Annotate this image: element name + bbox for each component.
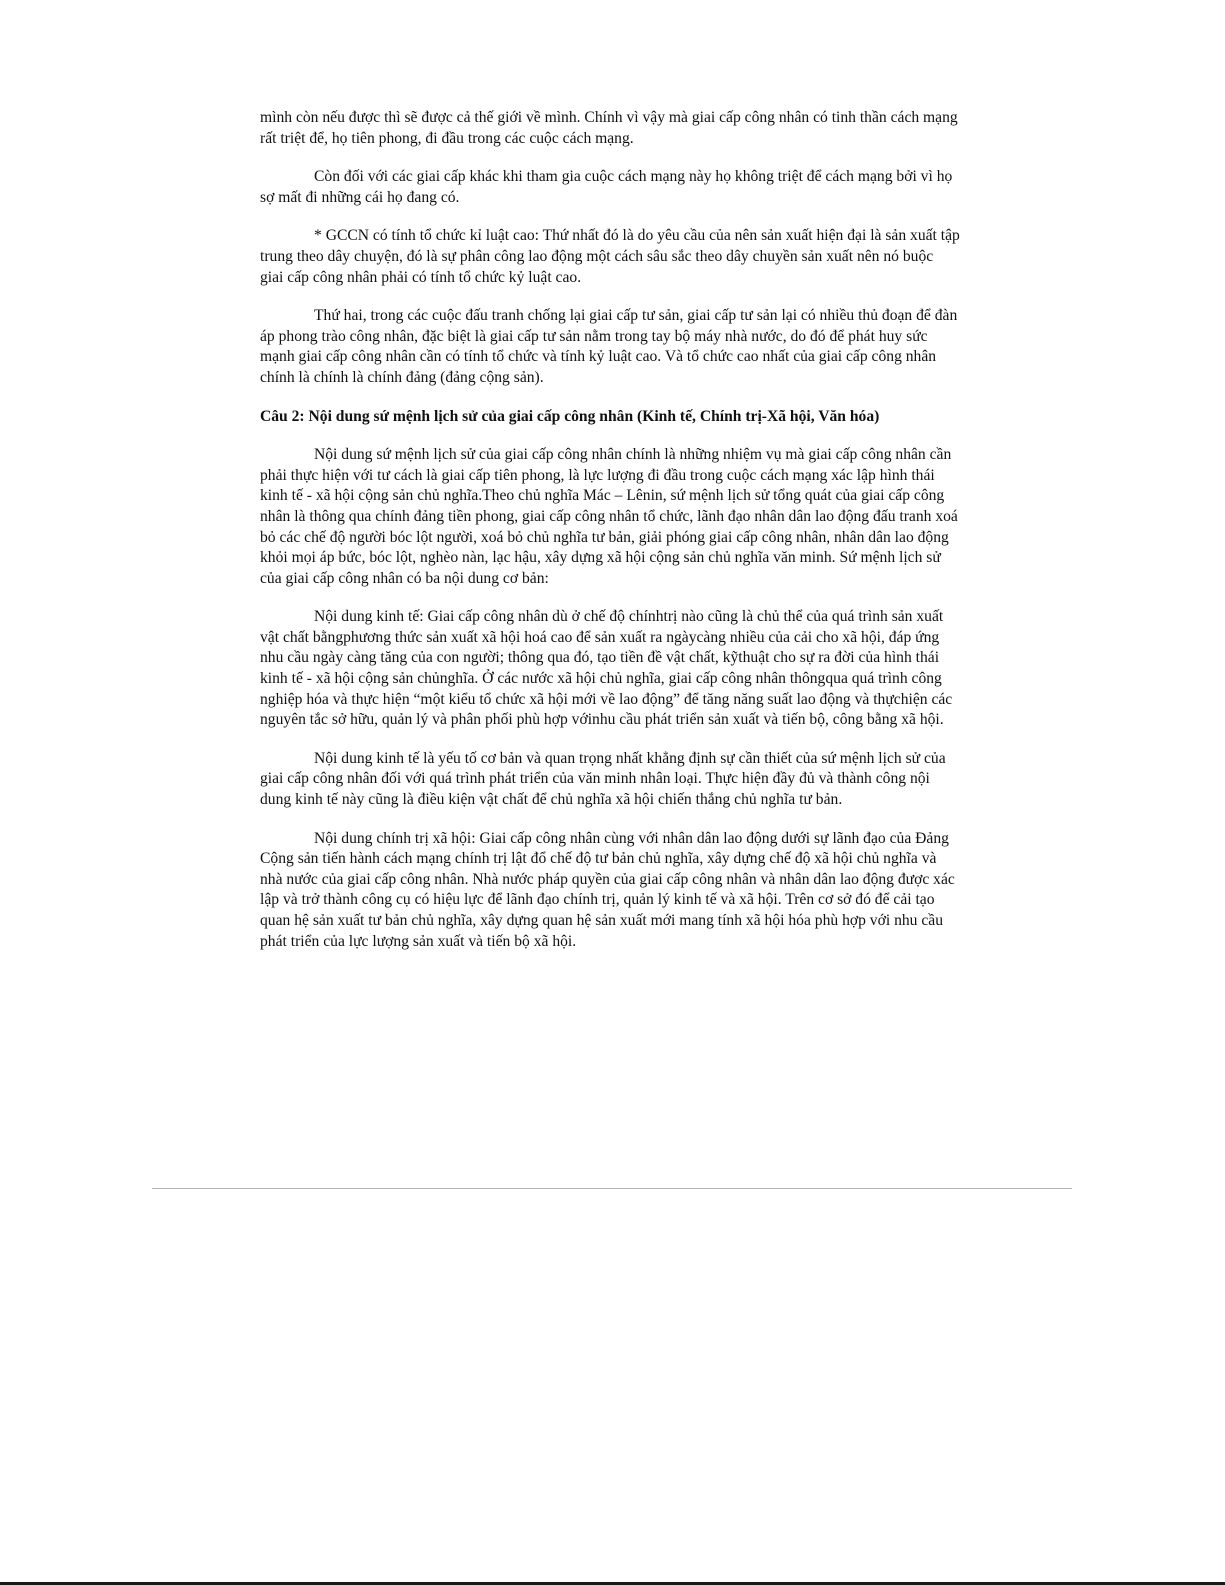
paragraph-second-reason: Thứ hai, trong các cuộc đấu tranh chống lại giai cấp tư sản, giai cấp tư sản lại có nhiều thủ đoạn để đàn áp phong trào công nhân, đặc biệt là giai cấp tư sản nằm trong tay bộ máy nhà nước, do đó để phát huy sức mạnh giai cấp công nhân cần có tính tổ chức và tính kỷ luật cao. Và tổ chức cao nhất của giai cấp công nhân chính là chính là chính đảng (đảng cộng sản). (260, 307, 958, 386)
paragraph-economic-importance: Nội dung kinh tế là yếu tố cơ bản và quan trọng nhất khẳng định sự cần thiết của sứ mệnh lịch sử của giai cấp công nhân đối với quá trình phát triển của văn minh nhân loại. Thực hiện đầy đủ và thành công nội dung kinh tế này cũng là điều kiện vật chất để chủ nghĩa xã hội chiến thắng chủ nghĩa tư bản. (260, 749, 946, 809)
paragraph-political-social-content: Nội dung chính trị xã hội: Giai cấp công nhân cùng với nhân dân lao động dưới sự lãnh đạo của Đảng Cộng sản tiến hành cách mạng chính trị lật đổ chế độ tư bản chủ nghĩa, xây dựng chế độ xã hội chủ nghĩa và nhà nước của giai cấp công nhân. Nhà nước pháp quyền của giai cấp công nhân và nhân dân lao động được xác lập và trở thành công cụ có hiệu lực để lãnh đạo chính trị, quản lý kinh tế và xã hội. Trên cơ sở đó để cải tạo quan hệ sản xuất tư bản chủ nghĩa, xây dựng quan hệ sản xuất mới mang tính xã hội hóa phù hợp với nhu cầu phát triển của lực lượng sản xuất và tiến bộ xã hội. (260, 829, 955, 950)
section-heading-question-2: Câu 2: Nội dung sứ mệnh lịch sử của giai cấp công nhân (Kinh tế, Chính trị-Xã hội, Văn hóa) (260, 407, 880, 425)
paragraph-other-classes: Còn đối với các giai cấp khác khi tham gia cuộc cách mạng này họ không triệt để cách mạng bởi vì họ sợ mất đi những cái họ đang có. (260, 168, 953, 206)
paragraph-economic-content: Nội dung kinh tế: Giai cấp công nhân dù ở chế độ chínhtrị nào cũng là chủ thể của quá trình sản xuất vật chất bằngphương thức sản xuất xã hội hoá cao để sản xuất ra ngàycàng nhiều của cải cho xã hội, đáp ứng nhu cầu ngày càng tăng của con người; thông qua đó, tạo tiền đề vật chất, kỹthuật cho sự ra đời của hình thái kinh tế - xã hội cộng sản chủnghĩa. Ở các nước xã hội chủ nghĩa, giai cấp công nhân thôngqua quá trình công nghiệp hóa và thực hiện “một kiểu tổ chức xã hội mới về lao động” để tăng năng suất lao động và thựchiện các nguyên tắc sở hữu, quản lý và phân phối phù hợp vớinhu cầu phát triển sản xuất và tiến bộ, công bằng xã hội. (260, 608, 953, 729)
paragraph-discipline: * GCCN có tính tổ chức kỉ luật cao: Thứ nhất đó là do yêu cầu của nên sản xuất hiện đại là sản xuất tập trung theo dây chuyện, đó là sự phân công lao động một cách sâu sắc theo dây chuyền sản xuất nên nó buộc giai cấp công nhân phải có tính tổ chức kỷ luật cao. (260, 227, 960, 286)
paragraph-mission-overview: Nội dung sứ mệnh lịch sử của giai cấp công nhân chính là những nhiệm vụ mà giai cấp công nhân cần phải thực hiện với tư cách là giai cấp tiên phong, là lực lượng đi đầu trong cuộc cách mạng xác lập hình thái kinh tế - xã hội cộng sản chủ nghĩa.Theo chủ nghĩa Mác – Lênin, sứ mệnh lịch sử tổng quát của giai cấp công nhân là thông qua chính đảng tiền phong, giai cấp công nhân tổ chức, lãnh đạo nhân dân lao động đấu tranh xoá bỏ các chế độ người bóc lột người, xoá bỏ chủ nghĩa tư bản, giải phóng giai cấp công nhân, nhân dân lao động khỏi mọi áp bức, bóc lột, nghèo nàn, lạc hậu, xây dựng xã hội cộng sản chủ nghĩa văn minh. Sứ mệnh lịch sử của giai cấp công nhân có ba nội dung cơ bản: (260, 446, 958, 587)
document-body (260, 108, 960, 970)
paragraph-continuation: mình còn nếu được thì sẽ được cả thế giới về mình. Chính vì vậy mà giai cấp công nhân có tinh thần cách mạng rất triệt để, họ tiên phong, đi đầu trong các cuộc cách mạng. (260, 109, 958, 147)
page-divider (152, 1188, 1072, 1189)
